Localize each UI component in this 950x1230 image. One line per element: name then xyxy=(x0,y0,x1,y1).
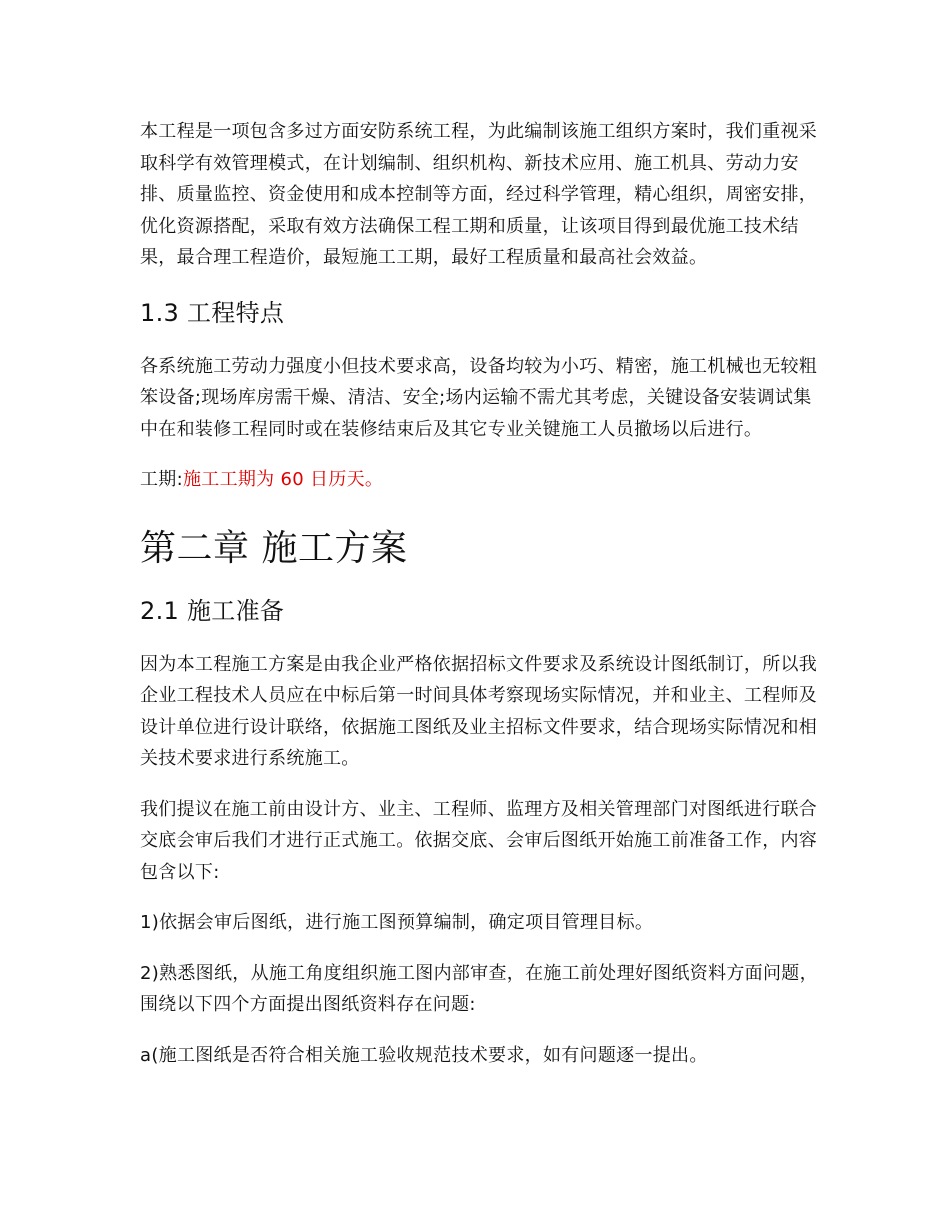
chapter-2-heading: 第二章 施工方案 xyxy=(140,527,408,569)
section-1-3-heading: 1.3 工程特点 xyxy=(140,298,285,327)
schedule-label: 工期: xyxy=(140,469,183,490)
schedule-value: 施工工期为 60 日历天。 xyxy=(182,469,384,490)
list-item-2: 2)熟悉图纸，从施工角度组织施工图内部审查，在施工前处理好图纸资料方面问题，围绕以下四个方面提出图纸资料存在问题: xyxy=(140,962,818,1015)
preparation-paragraph: 因为本工程施工方案是由我企业严格依据招标文件要求及系统设计图纸制订，所以我企业工程技术人员应在中标后第一时间具体考察现场实际情况，并和业主、工程师及设计单位进行设计联络，依据施工图纸及业主招标文件要求，结合现场实际情况和相关技术要求进行系统施工。 xyxy=(140,653,818,769)
section-2-1-heading: 2.1 施工准备 xyxy=(140,596,285,625)
list-item-a: a(施工图纸是否符合相关施工验收规范技术要求，如有问题逐一提出。 xyxy=(140,1044,708,1066)
drawing-review-paragraph: 我们提议在施工前由设计方、业主、工程师、监理方及相关管理部门对图纸进行联合交底会审后我们才进行正式施工。依据交底、会审后图纸开始施工前准备工作，内容包含以下: xyxy=(140,798,818,883)
document-body xyxy=(140,116,828,1071)
project-features-paragraph: 各系统施工劳动力强度小但技术要求高，设备均较为小巧、精密，施工机械也无较粗笨设备;现场库房需干燥、清洁、安全;场内运输不需尤其考虑，关键设备安装调试集中在和装修工程同时或在装修结束后及其它专业关键施工人员撤场以后进行。 xyxy=(140,355,818,440)
intro-paragraph: 本工程是一项包含多过方面安防系统工程，为此编制该施工组织方案时，我们重视采取科学有效管理模式，在计划编制、组织机构、新技术应用、施工机具、劳动力安排、质量监控、资金使用和成本控制等方面，经过科学管理，精心组织，周密安排，优化资源搭配，采取有效方法确保工程工期和质量，让该项目得到最优施工技术结果，最合理工程造价，最短施工工期，最好工程质量和最高社会效益。 xyxy=(140,121,818,268)
list-item-1: 1)依据会审后图纸，进行施工图预算编制，确定项目管理目标。 xyxy=(140,912,654,933)
schedule-paragraph xyxy=(140,464,828,496)
